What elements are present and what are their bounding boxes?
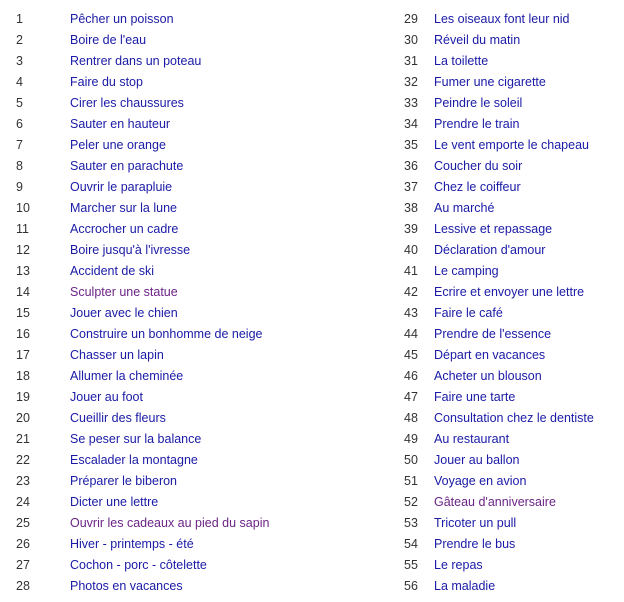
item-number: 27 bbox=[16, 558, 30, 572]
item-link[interactable]: Construire un bonhomme de neige bbox=[70, 327, 263, 341]
item-link[interactable]: Boire de l'eau bbox=[70, 33, 147, 47]
item-number: 12 bbox=[16, 243, 30, 257]
item-number: 56 bbox=[404, 579, 418, 593]
item-link[interactable]: Voyage en avion bbox=[434, 474, 527, 488]
item-link[interactable]: Départ en vacances bbox=[434, 348, 546, 362]
item-link[interactable]: Coucher du soir bbox=[434, 159, 523, 173]
item-number: 3 bbox=[16, 54, 23, 68]
item-link[interactable]: Le vent emporte le chapeau bbox=[434, 138, 589, 152]
item-link[interactable]: Hiver - printemps - été bbox=[70, 537, 194, 551]
item-link[interactable]: Sculpter une statue bbox=[70, 285, 178, 299]
item-number: 25 bbox=[16, 516, 30, 530]
item-number: 36 bbox=[404, 159, 418, 173]
item-link[interactable]: Le repas bbox=[434, 558, 483, 572]
item-number: 46 bbox=[404, 369, 418, 383]
item-link[interactable]: Prendre de l'essence bbox=[434, 327, 552, 341]
item-number: 22 bbox=[16, 453, 30, 467]
item-link[interactable]: La maladie bbox=[434, 579, 496, 593]
item-number: 32 bbox=[404, 75, 418, 89]
item-number: 21 bbox=[16, 432, 30, 446]
item-number: 7 bbox=[16, 138, 23, 152]
item-number: 17 bbox=[16, 348, 30, 362]
item-number: 18 bbox=[16, 369, 30, 383]
item-number: 5 bbox=[16, 96, 23, 110]
item-number: 51 bbox=[404, 474, 418, 488]
item-number: 50 bbox=[404, 453, 418, 467]
item-link[interactable]: Déclaration d'amour bbox=[434, 243, 546, 257]
item-link[interactable]: Boire jusqu'à l'ivresse bbox=[70, 243, 191, 257]
item-number: 26 bbox=[16, 537, 30, 551]
item-link[interactable]: Allumer la cheminée bbox=[70, 369, 184, 383]
item-number: 53 bbox=[404, 516, 418, 530]
item-number: 10 bbox=[16, 201, 30, 215]
item-link[interactable]: Le camping bbox=[434, 264, 499, 278]
item-number: 48 bbox=[404, 411, 418, 425]
item-link[interactable]: Faire du stop bbox=[70, 75, 143, 89]
item-link[interactable]: Sauter en parachute bbox=[70, 159, 184, 173]
item-number: 13 bbox=[16, 264, 30, 278]
item-link[interactable]: Rentrer dans un poteau bbox=[70, 54, 202, 68]
item-number: 44 bbox=[404, 327, 418, 341]
item-number: 23 bbox=[16, 474, 30, 488]
item-link[interactable]: Faire le café bbox=[434, 306, 503, 320]
item-number: 6 bbox=[16, 117, 23, 131]
item-link[interactable]: Faire une tarte bbox=[434, 390, 516, 404]
item-link[interactable]: Peindre le soleil bbox=[434, 96, 523, 110]
item-number: 2 bbox=[16, 33, 23, 47]
item-number: 33 bbox=[404, 96, 418, 110]
item-link[interactable]: Cirer les chaussures bbox=[70, 96, 184, 110]
item-link[interactable]: Préparer le biberon bbox=[70, 474, 178, 488]
item-link[interactable]: Tricoter un pull bbox=[434, 516, 517, 530]
item-number: 37 bbox=[404, 180, 418, 194]
item-link[interactable]: Prendre le bus bbox=[434, 537, 516, 551]
item-link[interactable]: Ouvrir le parapluie bbox=[70, 180, 173, 194]
item-number: 31 bbox=[404, 54, 418, 68]
item-number: 11 bbox=[16, 222, 29, 236]
item-link[interactable]: Gâteau d'anniversaire bbox=[434, 495, 556, 509]
item-number: 41 bbox=[404, 264, 418, 278]
item-number: 39 bbox=[404, 222, 418, 236]
item-number: 19 bbox=[16, 390, 30, 404]
item-link[interactable]: La toilette bbox=[434, 54, 489, 68]
item-number: 38 bbox=[404, 201, 418, 215]
item-number: 52 bbox=[404, 495, 418, 509]
item-number: 4 bbox=[16, 75, 23, 89]
item-number: 16 bbox=[16, 327, 30, 341]
item-number: 8 bbox=[16, 159, 23, 173]
item-link[interactable]: Acheter un blouson bbox=[434, 369, 542, 383]
item-link[interactable]: Sauter en hauteur bbox=[70, 117, 171, 131]
item-link[interactable]: Jouer au foot bbox=[70, 390, 143, 404]
item-number: 34 bbox=[404, 117, 418, 131]
item-link[interactable]: Ouvrir les cadeaux au pied du sapin bbox=[70, 516, 270, 530]
item-number: 24 bbox=[16, 495, 30, 509]
item-link[interactable]: Cochon - porc - côtelette bbox=[70, 558, 207, 572]
item-number: 49 bbox=[404, 432, 418, 446]
item-number: 43 bbox=[404, 306, 418, 320]
item-link[interactable]: Chasser un lapin bbox=[70, 348, 164, 362]
item-link[interactable]: Lessive et repassage bbox=[434, 222, 553, 236]
item-link[interactable]: Pêcher un poisson bbox=[70, 12, 174, 26]
item-link[interactable]: Au marché bbox=[434, 201, 495, 215]
item-link[interactable]: Jouer avec le chien bbox=[70, 306, 178, 320]
item-link[interactable]: Accident de ski bbox=[70, 264, 155, 278]
item-number: 29 bbox=[404, 12, 418, 26]
item-number: 9 bbox=[16, 180, 23, 194]
item-number: 45 bbox=[404, 348, 418, 362]
item-number: 28 bbox=[16, 579, 30, 593]
item-number: 54 bbox=[404, 537, 418, 551]
item-number: 40 bbox=[404, 243, 418, 257]
item-link[interactable]: Consultation chez le dentiste bbox=[434, 411, 594, 425]
item-number: 35 bbox=[404, 138, 418, 152]
item-link[interactable]: Se peser sur la balance bbox=[70, 432, 202, 446]
item-number: 14 bbox=[16, 285, 30, 299]
item-link[interactable]: Fumer une cigarette bbox=[434, 75, 546, 89]
item-link[interactable]: Les oiseaux font leur nid bbox=[434, 12, 570, 26]
item-link[interactable]: Réveil du matin bbox=[434, 33, 521, 47]
item-link[interactable]: Ecrire et envoyer une lettre bbox=[434, 285, 585, 299]
item-number: 42 bbox=[404, 285, 418, 299]
item-number: 47 bbox=[404, 390, 418, 404]
item-link[interactable]: Prendre le train bbox=[434, 117, 520, 131]
item-link[interactable]: Chez le coiffeur bbox=[434, 180, 521, 194]
item-number: 30 bbox=[404, 33, 418, 47]
item-number: 55 bbox=[404, 558, 418, 572]
item-link[interactable]: Accrocher un cadre bbox=[70, 222, 179, 236]
item-number: 1 bbox=[16, 12, 23, 26]
item-link[interactable]: Dicter une lettre bbox=[70, 495, 159, 509]
item-link[interactable]: Jouer au ballon bbox=[434, 453, 520, 467]
item-link[interactable]: Photos en vacances bbox=[70, 579, 183, 593]
item-link[interactable]: Cueillir des fleurs bbox=[70, 411, 166, 425]
item-link[interactable]: Au restaurant bbox=[434, 432, 510, 446]
item-link[interactable]: Escalader la montagne bbox=[70, 453, 198, 467]
item-number: 15 bbox=[16, 306, 30, 320]
item-link[interactable]: Peler une orange bbox=[70, 138, 166, 152]
item-link[interactable]: Marcher sur la lune bbox=[70, 201, 177, 215]
item-number: 20 bbox=[16, 411, 30, 425]
